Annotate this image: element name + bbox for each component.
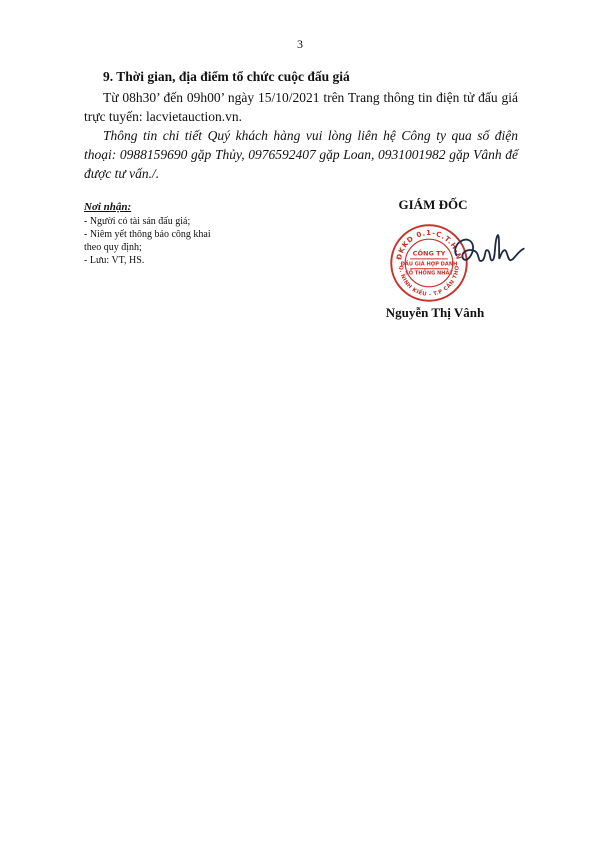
section-heading: 9. Thời gian, địa điểm tổ chức cuộc đấu giá bbox=[103, 69, 350, 84]
handwritten-signature-icon bbox=[445, 226, 527, 278]
seal-ring-bottom-text: Q. NINH KIỀU - T.P CẦN THƠ bbox=[397, 265, 461, 298]
recipients-block bbox=[84, 201, 284, 267]
seal-line-name: SỐ THỐNG NHẤT bbox=[405, 270, 453, 277]
recipients-title: Nơi nhận: bbox=[84, 201, 132, 213]
page-number: 3 bbox=[297, 37, 303, 51]
seal-ring-top-text: ĐKKD 0.1-C.T.H-N bbox=[395, 229, 463, 261]
seal-line-auction: ĐẤU GIÁ HỢP DANH bbox=[400, 261, 458, 268]
recipient-item: - Lưu: VT, HS. bbox=[84, 255, 145, 266]
recipient-item: - Niêm yết thông báo công khai bbox=[84, 229, 211, 240]
recipient-item: - Người có tài sản đấu giá; bbox=[84, 216, 191, 227]
contact-info-paragraph: Thông tin chi tiết Quý khách hàng vui lòng liên hệ Công ty qua số điện thoại: 0988159690 gặp Thủy, 0976592407 gặp Loan, 0931001982 gặp Vânh để được tư vấn./. bbox=[84, 128, 518, 181]
signer-title: GIÁM ĐỐC bbox=[398, 197, 468, 212]
seal-line-company: CÔNG TY bbox=[412, 249, 446, 258]
recipient-item: theo quy định; bbox=[84, 242, 142, 253]
signer-name: Nguyễn Thị Vânh bbox=[385, 305, 485, 320]
auction-time-paragraph: Từ 08h30’ đến 09h00’ ngày 15/10/2021 trên Trang thông tin điện tử đấu giá trực tuyến: lacvietauction.vn. bbox=[84, 90, 518, 124]
